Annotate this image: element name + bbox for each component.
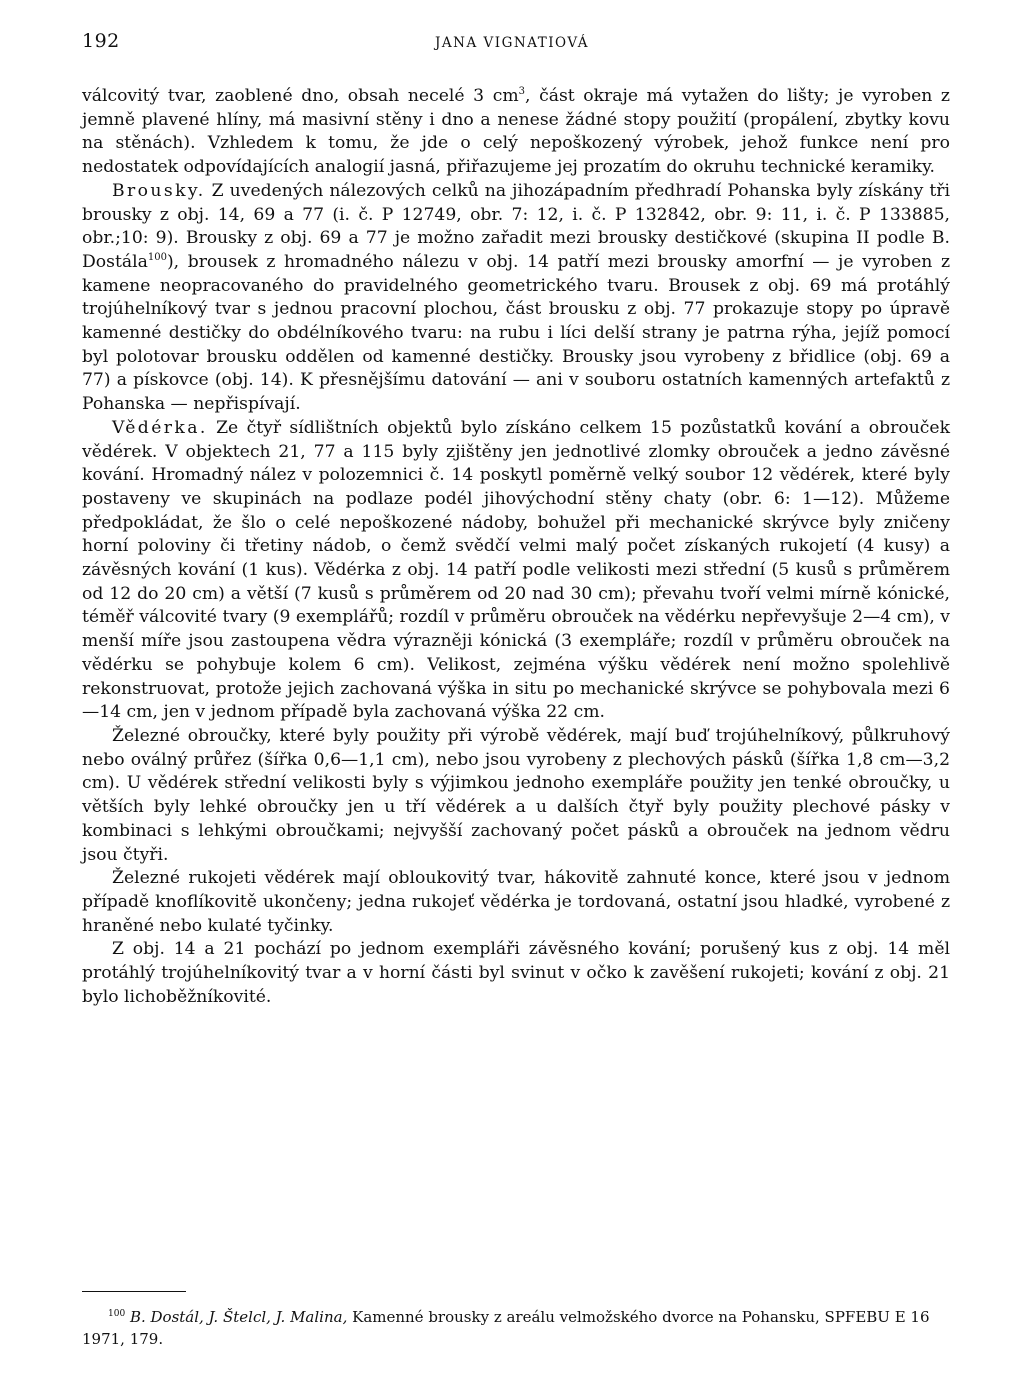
paragraph-text: válcovitý tvar, zaoblené dno, obsah necelé 3 cm [82,86,519,106]
superscript: 3 [518,86,525,97]
paragraph-text: Z uvedených nálezových celků na jihozápadním předhradí Pohanska byly získány tři brousky z obj. 14, 69 a 77 (i. č. P 12749, obr. 7: 12, i. č. P 132842, obr. 9: 11, i. č. P 133885, obr.;10: 9). Brousky z obj. 69 a 77 je možno zařadit mezi brousky destičkové (skupina II podle B. Dostála [82,180,950,272]
page-number: 192 [82,30,120,52]
footnote-100 [82,1306,950,1350]
paragraph-buckets [82,417,950,725]
footnote-authors: B. Dostál, J. Štelcl, J. Malina, [129,1308,348,1326]
running-head: JANA VIGNATIOVÁ [435,35,589,51]
paragraph-text: Ze čtyř sídlištních objektů bylo získáno celkem 15 pozůstatků kování a obrouček vědérek. V objektech 21, 77 a 115 byly zjištěny jen jednotlivé zlomky obrouček a jedno závěsné kování. Hromadný nález v polozemnici č. 14 poskytl poměrně velký soubor 12 vědérek, které byly postaveny ve skupinách na podlaze podél jihovýchodní stěny chaty (obr. 6: 1—12). Můžeme předpokládat, že šlo o celé nepoškozené nádoby, bohužel při mechanické skrývce byly zničeny horní poloviny či třetiny nádob, o čemž svědčí velmi malý počet získaných rukojetí (4 kusy) a závěsných kování (1 kus). Vědérka z obj. 14 patří podle velikosti mezi střední (5 kusů s průměrem od 12 do 20 cm) a větší (7 kusů s průměrem od 20 nad 30 cm); převahu tvoří velmi mírně kónické, téměř válcovité tvary (9 exemplářů; rozdíl v průměru obrouček na vědérku nepřevyšuje 2—4 cm), v menší míře jsou zastoupena vědra výrazněji kónická (3 exempláře; rozdíl v průměru obrouček na vědérku se pohybuje kolem 6 cm). Velikost, zejména výšku vědérek není možno spolehlivě rekonstruovat, protože jejich zachovaná výška in situ po mechanické skrývce se pohybovala mezi 6—14 cm, jen v jednom případě byla zachovaná výška 22 cm. [82,417,950,723]
paragraph-hanging-fittings: Z obj. 14 a 21 pochází po jednom exempláři závěsného kování; porušený kus z obj. 14 měl protáhlý trojúhelníkovitý tvar a v horní části byl svinut v očko k zavěšení rukojeti; kování z obj. 21 bylo lichoběžníkovité. [82,939,950,1007]
footnote-divider [82,1291,186,1292]
footnote-text: Kamenné brousky z areálu velmožského dvorce na Pohansku, SPFEBU E 16 1971, 179. [82,1308,930,1348]
paragraph-iron-handles: Železné rukojeti vědérek mají obloukovitý tvar, hákovitě zahnuté konce, které jsou v jednom případě knoflíkovitě ukončeny; jedna rukojeť vědérka je tordovaná, ostatní jsou hladké, vyrobené z hraněné nebo kulaté tyčinky. [82,868,950,936]
footnote-reference: 100 [147,251,167,263]
paragraph-text: ), brousek z hromadného nálezu v obj. 14 patří mezi brousky amorfní — je vyroben z kamene neopracovaného do pravidelného geometrického tvaru. Brousek z obj. 69 má protáhlý trojúhelníkový tvar s jednou pracovní plochou, část brousku z obj. 77 prokazuje stopy po úpravě kamenné destičky do obdélníkového tvaru: na rubu i líci delší strany je patrna rýha, jejíž pomocí byl polotovar brousku oddělen od kamenné destičky. Brousky jsou vyrobeny z břidlice (obj. 69 a 77) a pískovce (obj. 14). K přesnějšímu datování — ani v souboru ostatních kamenných artefaktů z Pohanska — nepřispívají. [82,251,950,415]
paragraph-technical-ceramics [82,85,950,180]
paragraph-whetstones [82,180,950,417]
footnote [82,1306,950,1350]
section-heading-vederka: Vědérka. [112,417,208,438]
paragraph-text: , část okraje má vytažen do lišty; je vyroben z jemně plavené hlíny, má masivní stěny i dno a nenese žádné stopy použití (propálení, zbytky kovu na stěnách). Vzhledem k tomu, že jde o celý nepoškozený výrobek, jehož funkce není pro nedostatek odpovídajících analogií jasná, přiřazujeme jej prozatím do okruhu technické keramiky. [82,86,950,178]
page-header [82,30,942,60]
footnote-number: 100 [108,1309,126,1319]
paragraph-iron-hoops: Železné obroučky, které byly použity při výrobě vědérek, mají buď trojúhelníkový, půlkruhový nebo oválný průřez (šířka 0,6—1,1 cm), nebo jsou vyrobeny z plechových pásků (šířka 1,8 cm—3,2 cm). U vědérek střední velikosti byly s výjimkou jednoho exempláře použity jen tenké obroučky, u větších byly lehké obroučky jen u tří vědérek a u dalších čtyř byly použity plechové pásky v kombinaci s lehkými obroučkami; nejvyšší zachovaný počet pásků a obrouček na jednom vědru jsou čtyři. [82,725,950,865]
body-text [82,85,950,1009]
section-heading-brousky: Brousky. [112,180,206,201]
